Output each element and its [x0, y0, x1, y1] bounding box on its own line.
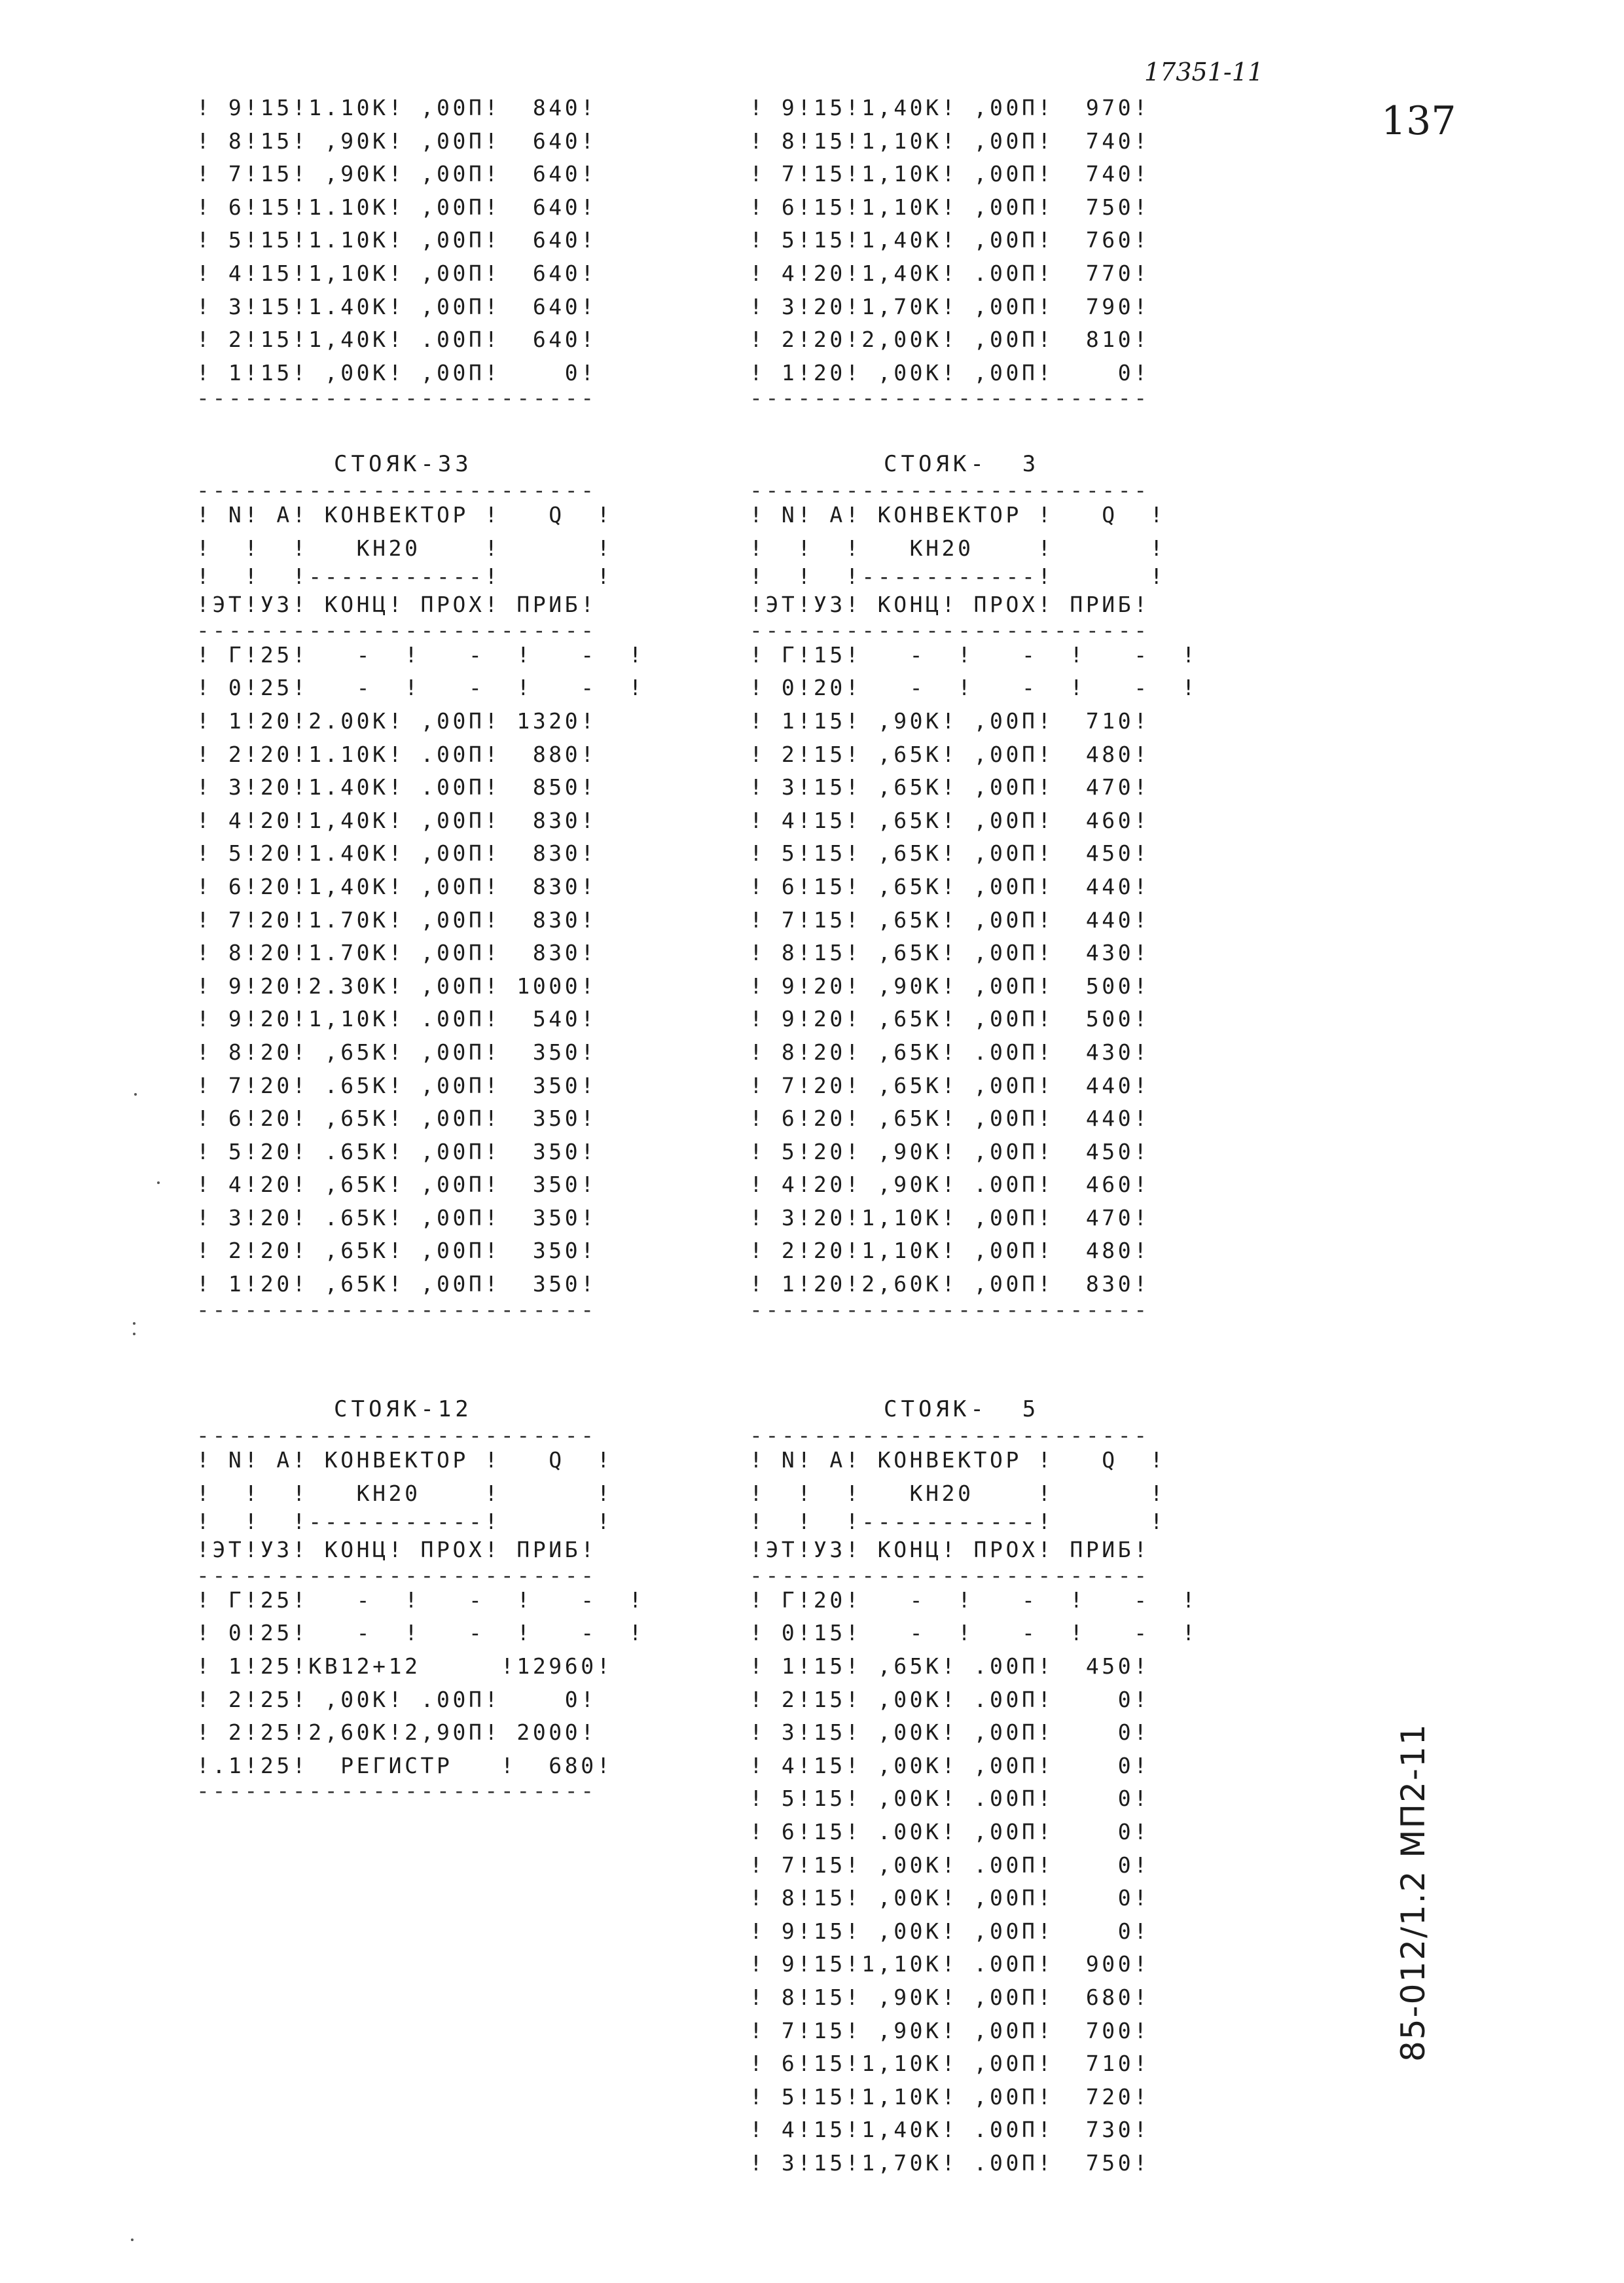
table-top-rule: -------------------------: [196, 1427, 597, 1444]
table-continuation-right: [749, 92, 1150, 406]
header-rule: -------------------------: [196, 621, 597, 639]
table-row: ! 7!15! ,65К! ,00П! 440!: [749, 907, 1150, 933]
table-row: ! 2!25!2,60К!2,90П! 2000!: [196, 1719, 597, 1746]
header-line-4: !ЭТ!УЗ! КОНЦ! ПРОХ! ПРИБ!: [749, 1537, 1150, 1563]
table-row: ! 2!20!1.10К! .00П! 880!: [196, 741, 597, 767]
table-row: ! 4!15!1,40К! .00П! 730!: [749, 2117, 1150, 2143]
table-top-rule: -------------------------: [749, 482, 1150, 499]
header-line-2: ! ! ! КН20 ! !: [749, 1480, 1166, 1506]
table-row: ! 2!15!1,40К! .00П! 640!: [196, 327, 597, 353]
handwritten-stamp: 17351-11: [1144, 58, 1264, 86]
table-row: ! 8!15! ,00К! ,00П! 0!: [749, 1885, 1150, 1911]
table-row: ! 5!15!1,40К! ,00П! 760!: [749, 227, 1150, 253]
table-row: ! 5!15! ,65К! ,00П! 450!: [749, 840, 1150, 867]
table-row: ! 9!20!2.30К! ,00П! 1000!: [196, 973, 597, 999]
table-row: ! 7!15! ,00К! .00П! 0!: [749, 1852, 1150, 1878]
table-row: ! Г!15! - ! - ! - !: [749, 641, 1199, 668]
table-row: ! 7!20! ,65К! ,00П! 440!: [749, 1072, 1150, 1098]
header-line-4: !ЭТ!УЗ! КОНЦ! ПРОХ! ПРИБ!: [196, 1537, 597, 1563]
table-row: ! 6!20! ,65К! ,00П! 350!: [196, 1106, 597, 1132]
table-row: ! 3!15! ,00К! ,00П! 0!: [749, 1719, 1150, 1746]
stoyak-3-table: [749, 482, 1198, 1318]
table-row: ! 2!20! ,65К! ,00П! 350!: [196, 1238, 597, 1264]
header-line-4: !ЭТ!УЗ! КОНЦ! ПРОХ! ПРИБ!: [749, 592, 1150, 618]
scan-speck: [133, 1322, 135, 1325]
table-row: ! 1!25!КВ12+12 !12960!: [196, 1653, 613, 1679]
table-row: ! 9!15!1,10К! .00П! 900!: [749, 1951, 1150, 1977]
table-bottom-rule: -------------------------: [749, 1301, 1150, 1318]
table-bottom-rule: -------------------------: [196, 389, 597, 407]
table-row: ! 2!20!2,00К! ,00П! 810!: [749, 327, 1150, 353]
table-row: ! 1!20! ,00К! ,00П! 0!: [749, 359, 1150, 386]
table-row: ! 0!20! - ! - ! - !: [749, 675, 1199, 701]
scan-speck: [157, 1181, 160, 1184]
table-row: ! 6!15!1,10К! ,00П! 710!: [749, 2051, 1150, 2077]
stoyak-3-title: СТОЯК- 3: [884, 451, 1040, 477]
table-row: ! 4!20! ,90К! .00П! 460!: [749, 1172, 1150, 1198]
scan-speck: [134, 1093, 137, 1096]
table-row: ! 5!15!1.10К! ,00П! 640!: [196, 227, 597, 253]
stoyak-5-table: [749, 1427, 1198, 2180]
header-line-4: !ЭТ!УЗ! КОНЦ! ПРОХ! ПРИБ!: [196, 592, 597, 618]
header-rule: -------------------------: [196, 1566, 597, 1584]
table-continuation-left: [196, 92, 597, 406]
table-row: ! 6!20! ,65К! ,00П! 440!: [749, 1106, 1150, 1132]
table-row: ! 1!20! ,65К! ,00П! 350!: [196, 1271, 597, 1297]
table-row: ! 8!20! ,65К! ,00П! 350!: [196, 1039, 597, 1065]
header-line-3: ! ! !-----------! !: [196, 564, 613, 590]
table-row: ! Г!25! - ! - ! - !: [196, 1587, 645, 1613]
table-row: ! 6!20!1,40К! ,00П! 830!: [196, 873, 597, 899]
table-row: ! Г!20! - ! - ! - !: [749, 1587, 1199, 1613]
rows: [749, 92, 1150, 389]
stoyak-12-table: [196, 1427, 645, 1799]
table-row: ! 6!15! .00К! ,00П! 0!: [749, 1818, 1150, 1844]
table-row: ! 5!15!1,10К! ,00П! 720!: [749, 2083, 1150, 2110]
table-row: ! 1!15! ,00К! ,00П! 0!: [196, 359, 597, 386]
page-number: 137: [1381, 98, 1456, 144]
table-row: ! 9!15!1.10К! ,00П! 840!: [196, 95, 597, 120]
table-row: ! 2!20!1,10К! ,00П! 480!: [749, 1238, 1150, 1264]
table-row: ! 9!15!1,40К! ,00П! 970!: [749, 95, 1150, 120]
header-line-1: ! N! А! КОНВЕКТОР ! Q !: [196, 1447, 613, 1473]
table-row: ! 9!20! ,90К! ,00П! 500!: [749, 973, 1150, 999]
table-row: ! 9!15! ,00К! ,00П! 0!: [749, 1918, 1150, 1944]
table-top-rule: -------------------------: [749, 1427, 1150, 1444]
header-line-3: ! ! !-----------! !: [749, 564, 1166, 590]
table-bottom-rule: -------------------------: [196, 1782, 597, 1800]
header-line-2: ! ! ! КН20 ! !: [196, 535, 613, 561]
table-bottom-rule: -------------------------: [196, 1301, 597, 1318]
rows: [749, 639, 1198, 1301]
document-code: 85-012/1.2 МП2-11: [1394, 1723, 1432, 2062]
rows: [196, 1584, 645, 1783]
stoyak-33-title: СТОЯК-33: [334, 451, 473, 477]
stoyak-33-table: [196, 482, 645, 1318]
rows: [196, 92, 597, 389]
table-row: ! 3!20!1,10К! ,00П! 470!: [749, 1204, 1150, 1231]
table-row: ! 3!20!1,70К! ,00П! 790!: [749, 293, 1150, 319]
table-row: ! 4!15!1,10К! ,00П! 640!: [196, 260, 597, 286]
table-row: ! 5!20! .65К! ,00П! 350!: [196, 1138, 597, 1164]
table-bottom-rule: -------------------------: [749, 389, 1150, 407]
table-row: ! 1!15! ,65К! .00П! 450!: [749, 1653, 1150, 1679]
table-row: ! 5!20!1.40К! ,00П! 830!: [196, 840, 597, 867]
table-row: ! 0!15! - ! - ! - !: [749, 1620, 1199, 1646]
header-line-2: ! ! ! КН20 ! !: [749, 535, 1166, 561]
table-row: ! 2!15! ,00К! .00П! 0!: [749, 1686, 1150, 1712]
table-row: ! 8!15! ,65К! ,00П! 430!: [749, 940, 1150, 966]
table-row: ! 1!20!2,60К! ,00П! 830!: [749, 1271, 1150, 1297]
table-row: ! 0!25! - ! - ! - !: [196, 675, 645, 701]
table-top-rule: -------------------------: [196, 482, 597, 499]
header-line-2: ! ! ! КН20 ! !: [196, 1480, 613, 1506]
table-row: ! 6!15!1,10К! ,00П! 750!: [749, 194, 1150, 220]
table-row: ! 3!15!1.40К! ,00П! 640!: [196, 293, 597, 319]
table-row: ! 8!20!1.70К! ,00П! 830!: [196, 940, 597, 966]
table-row: ! 5!15! ,00К! .00П! 0!: [749, 1786, 1150, 1812]
table-row: ! 5!20! ,90К! ,00П! 450!: [749, 1138, 1150, 1164]
stoyak-5-title: СТОЯК- 5: [884, 1396, 1040, 1422]
table-row: ! 4!20! ,65К! ,00П! 350!: [196, 1172, 597, 1198]
scan-speck: [133, 1333, 135, 1335]
table-row: ! 9!20!1,10К! .00П! 540!: [196, 1006, 597, 1032]
table-row: ! 1!20!2.00К! ,00П! 1320!: [196, 708, 597, 734]
table-row: ! 8!20! ,65К! .00П! 430!: [749, 1039, 1150, 1065]
table-row: ! 4!15! ,65К! ,00П! 460!: [749, 807, 1150, 833]
table-row: ! 3!15!1,70К! .00П! 750!: [749, 2149, 1150, 2176]
header-line-1: ! N! А! КОНВЕКТОР ! Q !: [749, 502, 1166, 528]
table-row: ! 3!20!1.40К! .00П! 850!: [196, 774, 597, 800]
scan-speck: [131, 2238, 134, 2241]
table-row: ! 9!20! ,65К! ,00П! 500!: [749, 1006, 1150, 1032]
rows: [749, 1584, 1198, 2180]
table-row: ! 6!15!1.10К! ,00П! 640!: [196, 194, 597, 220]
table-row: ! 8!15! ,90К! ,00П! 680!: [749, 1984, 1150, 2010]
table-row: ! Г!25! - ! - ! - !: [196, 641, 645, 668]
stoyak-12-title: СТОЯК-12: [334, 1396, 473, 1422]
rows: [196, 639, 645, 1301]
table-row: ! 3!15! ,65К! ,00П! 470!: [749, 774, 1150, 800]
table-row: ! 8!15!1,10К! ,00П! 740!: [749, 128, 1150, 154]
table-row: ! 7!15! ,90К! ,00П! 700!: [749, 2017, 1150, 2043]
table-row: ! 7!15!1,10К! ,00П! 740!: [749, 161, 1150, 187]
table-row: ! 2!25! ,00К! .00П! 0!: [196, 1686, 597, 1712]
header-line-3: ! ! !-----------! !: [749, 1509, 1166, 1535]
header-rule: -------------------------: [749, 621, 1150, 639]
table-row: ! 7!20! .65К! ,00П! 350!: [196, 1072, 597, 1098]
table-row: ! 8!15! ,90К! ,00П! 640!: [196, 128, 597, 154]
table-row: ! 4!15! ,00К! ,00П! 0!: [749, 1752, 1150, 1778]
table-row: ! 4!20!1,40К! ,00П! 830!: [196, 807, 597, 833]
table-row: ! 4!20!1,40К! .00П! 770!: [749, 260, 1150, 286]
table-row: ! 7!15! ,90К! ,00П! 640!: [196, 161, 597, 187]
table-row: !.1!25! РЕГИСТР ! 680!: [196, 1752, 613, 1778]
table-row: ! 6!15! ,65К! ,00П! 440!: [749, 873, 1150, 899]
table-row: ! 7!20!1.70К! ,00П! 830!: [196, 907, 597, 933]
table-row: ! 3!20! .65К! ,00П! 350!: [196, 1204, 597, 1231]
table-row: ! 1!15! ,90К! ,00П! 710!: [749, 708, 1150, 734]
table-row: ! 0!25! - ! - ! - !: [196, 1620, 645, 1646]
header-line-1: ! N! А! КОНВЕКТОР ! Q !: [749, 1447, 1166, 1473]
header-rule: -------------------------: [749, 1566, 1150, 1584]
table-row: ! 2!15! ,65К! ,00П! 480!: [749, 741, 1150, 767]
header-line-3: ! ! !-----------! !: [196, 1509, 613, 1535]
header-line-1: ! N! А! КОНВЕКТОР ! Q !: [196, 502, 613, 528]
